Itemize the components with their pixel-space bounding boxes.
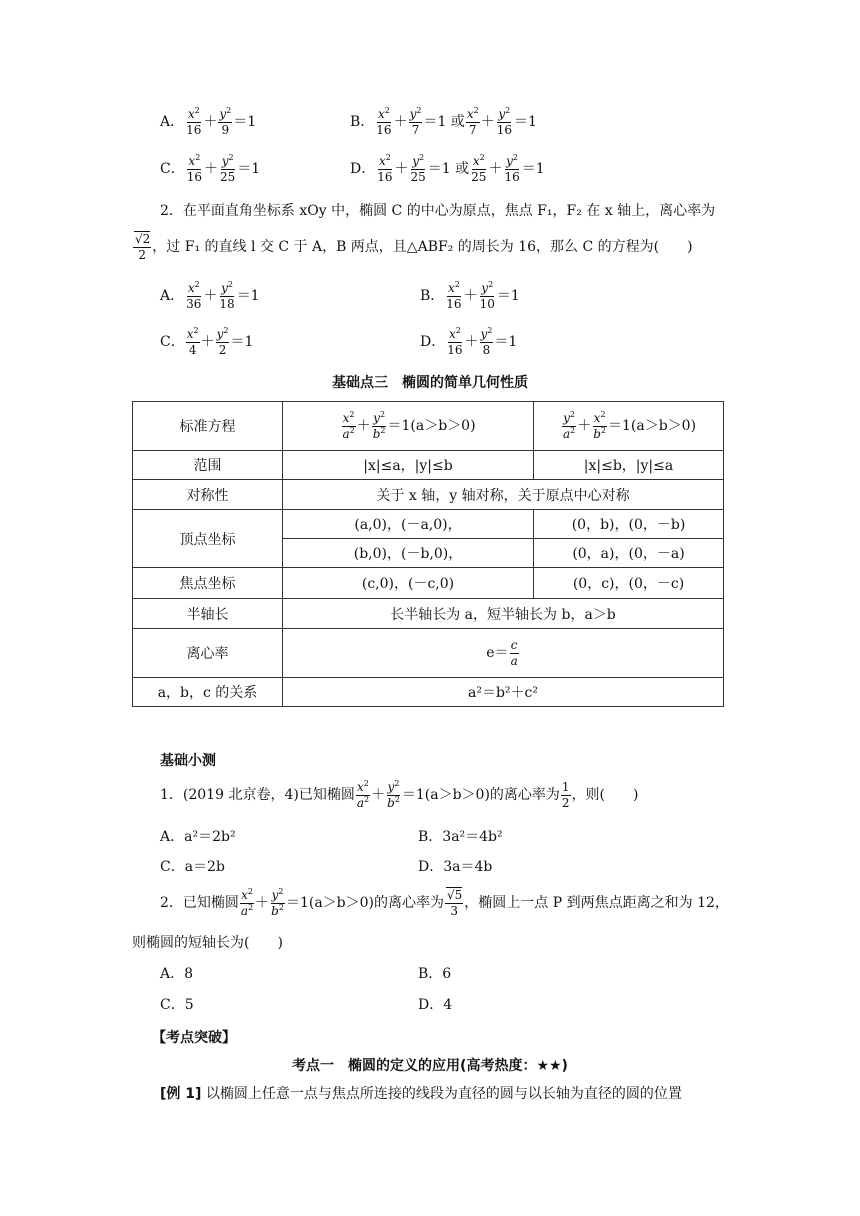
quiz1-option-d: D．3a＝4b xyxy=(418,859,493,875)
equation-y-major: $\frac{y^2}{a^2}$ ＋ $\frac{x^2}{b^2}$ ＝1(a＞b＞0) xyxy=(534,402,724,451)
row-header-semi-axis: 半轴长 xyxy=(133,599,283,629)
table-row xyxy=(133,568,724,599)
table-row xyxy=(133,678,724,707)
q2-stem-line2: √ $\frac{2}{2}$ ，过 F₁ 的直线 l 交 C 于 A，B 两点，且△ABF₂ 的周长为 16，那么 C 的方程为( ) xyxy=(132,233,693,261)
table-row xyxy=(133,451,724,480)
quiz1-option-c: C．a＝2b xyxy=(160,859,225,875)
relation-value: a²＝b²＋c² xyxy=(283,678,724,707)
q1-option-c: C． $\frac{x^2}{16}$ ＋ $\frac{y^2}{25}$ ＝1 xyxy=(160,153,261,184)
equation-x-major: $\frac{x^2}{a^2}$ ＋ $\frac{y^2}{b^2}$ ＝1(a＞b＞0) xyxy=(283,402,534,451)
row-header-focus: 焦点坐标 xyxy=(133,568,283,599)
key-point-title: 考点一 椭圆的定义的应用(高考热度：★★) xyxy=(292,1058,568,1074)
quiz1-option-a: A．a²＝2b² xyxy=(160,829,236,845)
ellipse-properties-table xyxy=(132,401,724,707)
q2-option-b: B． $\frac{x^2}{16}$ ＋ $\frac{y^2}{10}$ ＝1 xyxy=(420,280,520,311)
row-header-eccentricity: 离心率 xyxy=(133,629,283,678)
q2-option-d: D． $\frac{x^2}{16}$ ＋ $\frac{y^2}{8}$ ＝1 xyxy=(420,326,518,357)
breakthrough-title: 【考点突破】 xyxy=(152,1030,236,1046)
q2-stem-line1: 2．在平面直角坐标系 xOy 中，椭圆 C 的中心为原点，焦点 F₁，F₂ 在 x 轴上，离心率为 xyxy=(160,203,716,219)
quiz1-option-b: B．3a²＝4b² xyxy=(418,829,503,845)
range-y-major: |x|≤b，|y|≤a xyxy=(534,451,724,480)
table-row xyxy=(133,510,724,539)
vertex-y-major-1: (0，b)，(0，－b) xyxy=(534,510,724,539)
quiz2-stem-line2: 则椭圆的短轴长为( ) xyxy=(132,935,283,951)
quiz2-option-d: D．4 xyxy=(418,997,453,1013)
vertex-x-major-2: (b,0)，(－b,0)， xyxy=(283,539,534,568)
focus-x-major: (c,0)，(－c,0) xyxy=(283,568,534,599)
quiz2-option-b: B．6 xyxy=(418,966,452,982)
q2-option-a: A． $\frac{x^2}{36}$ ＋ $\frac{y^2}{18}$ ＝1 xyxy=(160,280,260,311)
range-x-major: |x|≤a，|y|≤b xyxy=(283,451,534,480)
table-row xyxy=(133,480,724,510)
quiz1-stem: 1．(2019 北京卷，4)已知椭圆 $\frac{x^2}{a^2}$ ＋ $\frac{y^2}{b^2}$ ＝1(a＞b＞0)的离心率为 $\frac{1}{2}$ ，则( ) xyxy=(160,779,639,810)
quiz-title: 基础小测 xyxy=(160,753,216,769)
q1-option-b: B． $\frac{x^2}{16}$ ＋ $\frac{y^2}{7}$ ＝1 或 $\frac{x^2}{7}$ ＋ $\frac{y^2}{16}$ ＝1 xyxy=(350,106,537,137)
example-1: [例 1] 以椭圆上任意一点与焦点所连接的线段为直径的圆与以长轴为直径的圆的位置 xyxy=(160,1086,682,1102)
vertex-y-major-2: (0，a)，(0，－a) xyxy=(534,539,724,568)
row-header-standard-equation: 标准方程 xyxy=(133,402,283,451)
quiz2-option-c: C．5 xyxy=(160,997,194,1013)
symmetry-value: 关于 x 轴，y 轴对称，关于原点中心对称 xyxy=(283,480,724,510)
vertex-x-major-1: (a,0)，(－a,0)， xyxy=(283,510,534,539)
focus-y-major: (0，c)，(0，－c) xyxy=(534,568,724,599)
semi-axis-value: 长半轴长为 a，短半轴长为 b，a＞b xyxy=(283,599,724,629)
q2-option-c: C． $\frac{x^2}{4}$ ＋ $\frac{y^2}{2}$ ＝1 xyxy=(160,326,254,357)
quiz2-stem: 2．已知椭圆 $\frac{x^2}{a^2}$ ＋ $\frac{y^2}{b^2}$ ＝1(a＞b＞0)的离心率为 √ $\frac{5}{3}$ ，椭圆上一点 P 到两焦点距离之和为 12， xyxy=(160,889,729,917)
row-header-symmetry: 对称性 xyxy=(133,480,283,510)
row-header-vertex: 顶点坐标 xyxy=(133,510,283,568)
row-header-relation: a，b，c 的关系 xyxy=(133,678,283,707)
quiz2-option-a: A．8 xyxy=(160,966,194,982)
table-row xyxy=(133,629,724,678)
table-row xyxy=(133,402,724,451)
row-header-range: 范围 xyxy=(133,451,283,480)
eccentricity-value: e＝ $\frac{c}{a}$ xyxy=(283,629,724,678)
section-title: 基础点三 椭圆的简单几何性质 xyxy=(332,375,528,391)
table-row xyxy=(133,599,724,629)
q1-option-d: D． $\frac{x^2}{16}$ ＋ $\frac{y^2}{25}$ ＝1 或 $\frac{x^2}{25}$ ＋ $\frac{y^2}{16}$ ＝1 xyxy=(350,153,545,184)
q1-option-a: A． $\frac{x^2}{16}$ ＋ $\frac{y^2}{9}$ ＝1 xyxy=(160,106,257,137)
